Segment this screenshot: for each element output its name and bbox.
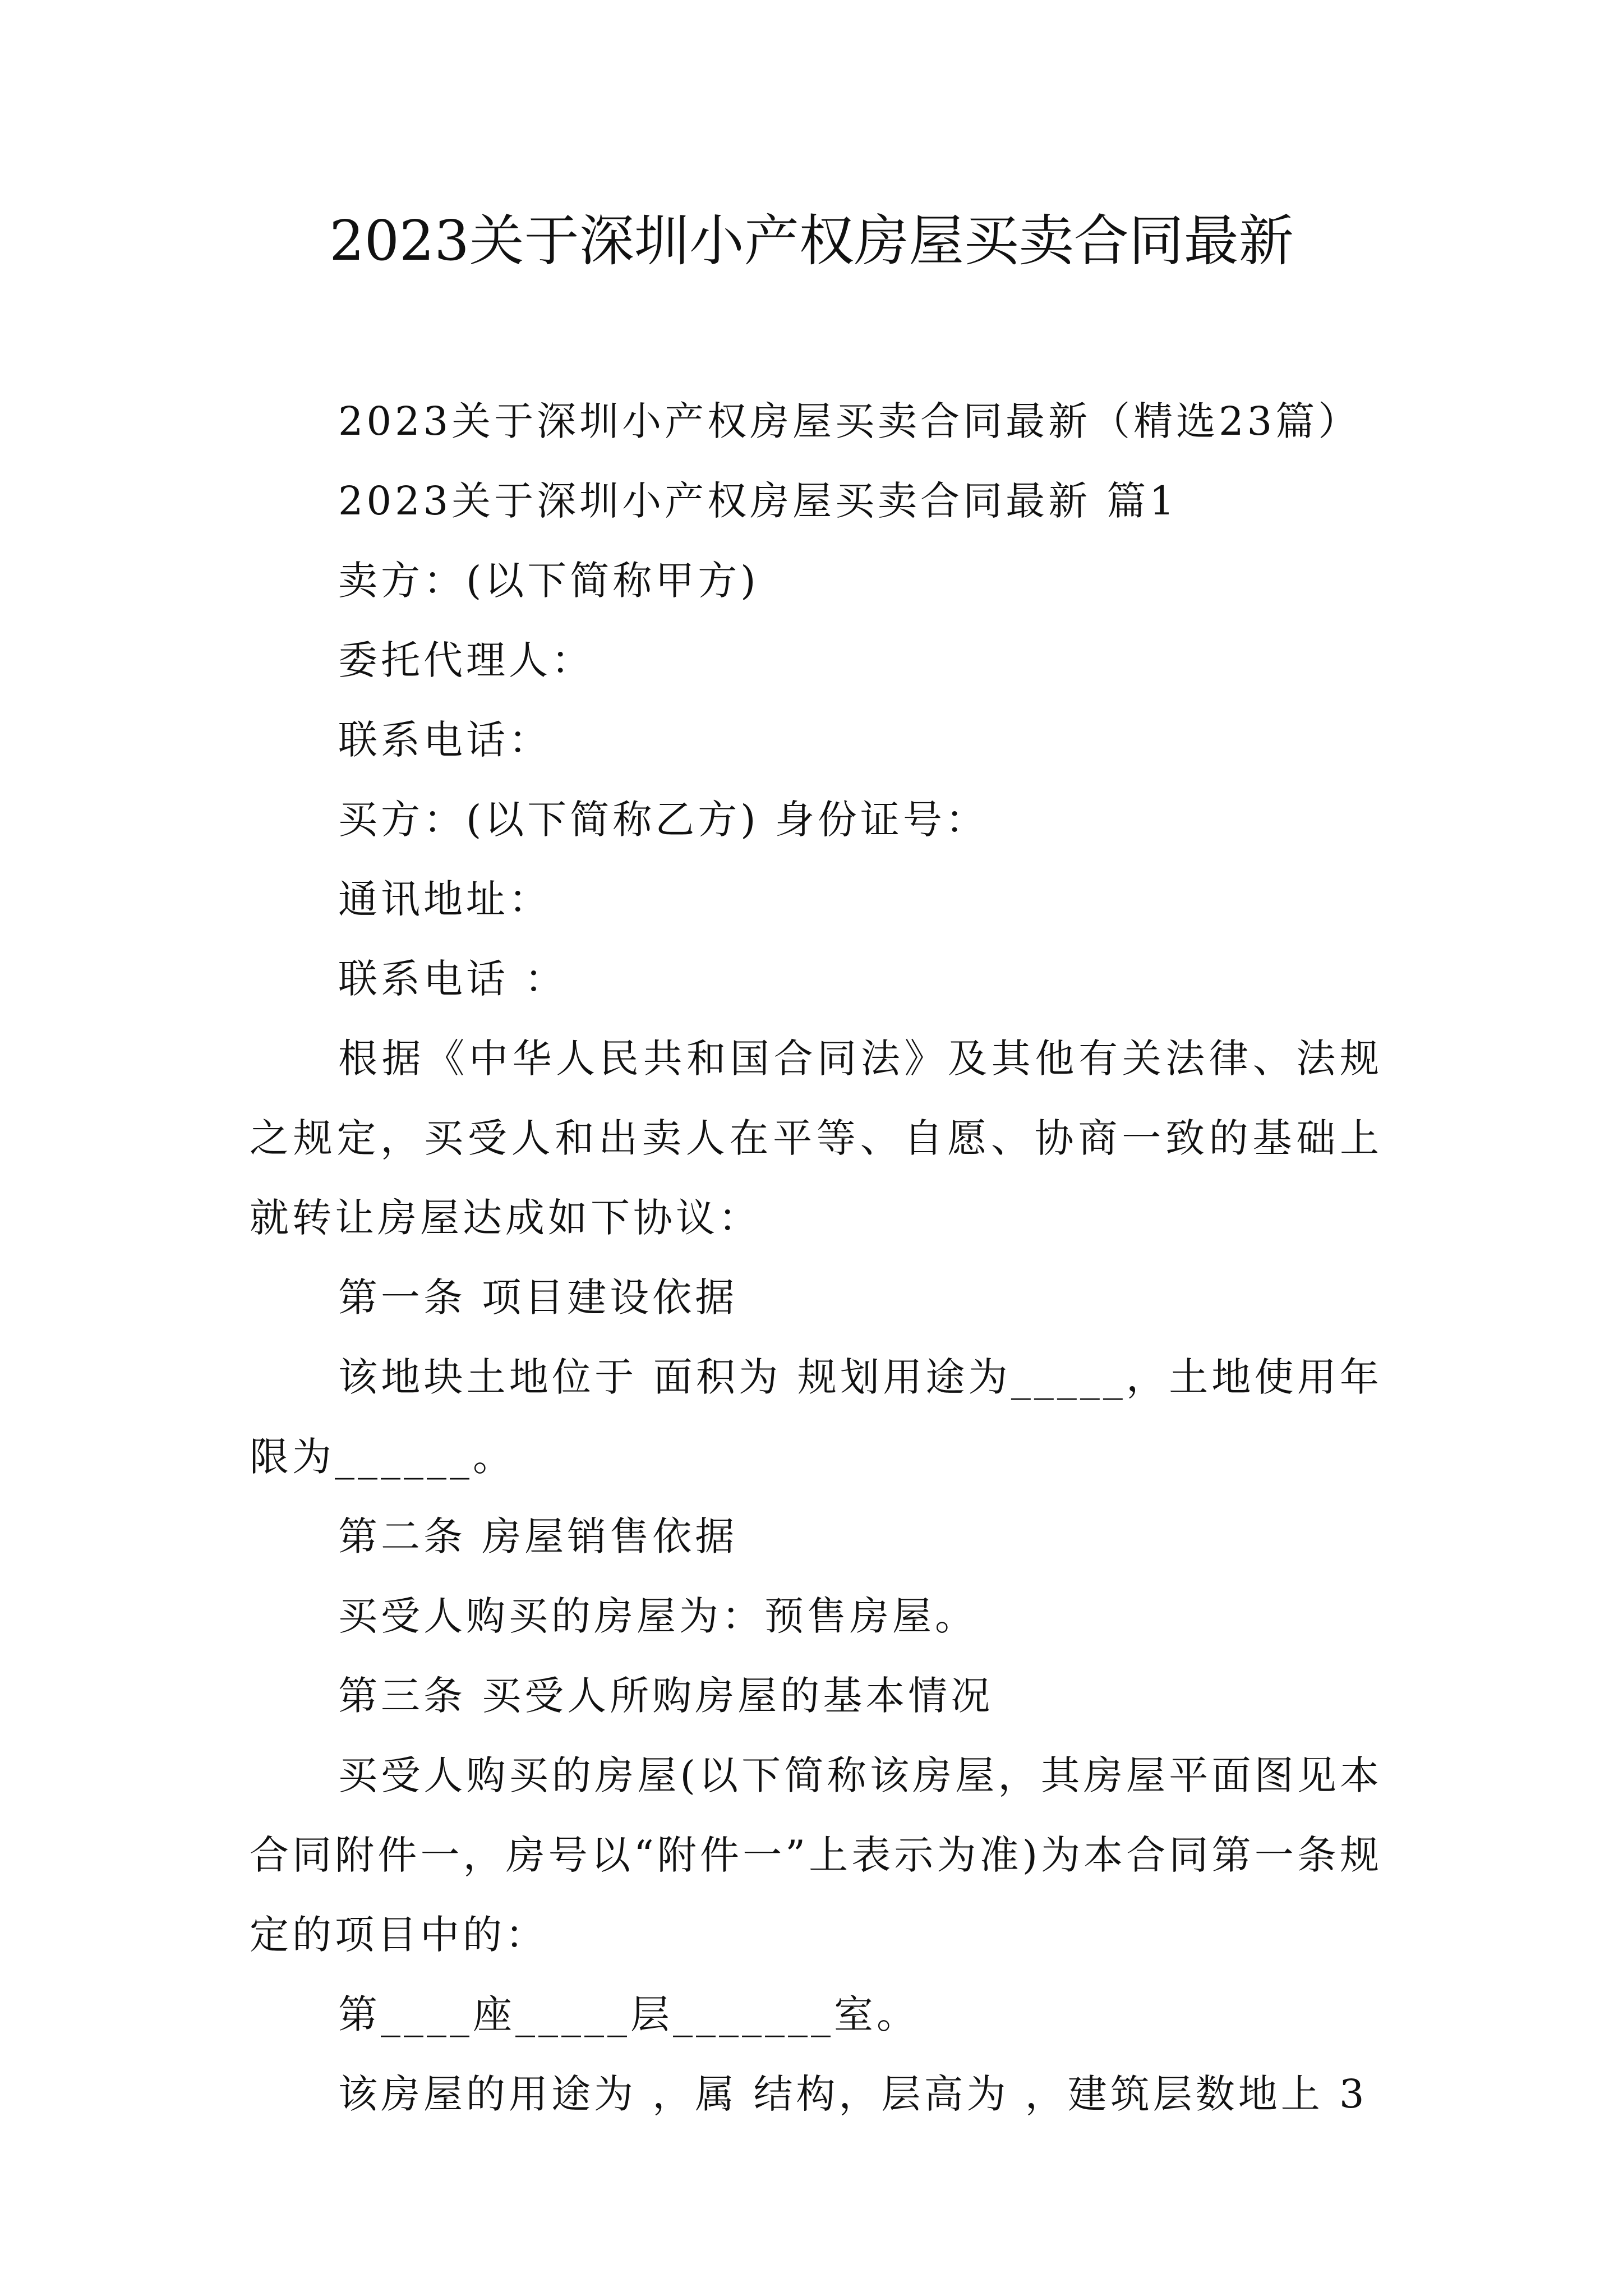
paragraph-section-heading: 2023关于深圳小产权房屋买卖合同最新 篇1	[338, 478, 1178, 524]
paragraph-subtitle: 2023关于深圳小产权房屋买卖合同最新（精选23篇）	[338, 398, 1361, 444]
paragraph-seller: 卖方：(以下简称甲方)	[338, 558, 759, 604]
document-body	[250, 381, 1382, 2134]
paragraph-article-1-body: 该地块土地位于 面积为 规划用途为_____，土地使用年限为______。	[250, 1354, 1382, 1480]
paragraph-usage: 该房屋的用途为 ，属 结构，层高为 ，建筑层数地上 3	[338, 2071, 1368, 2117]
paragraph-article-3-body: 买受人购买的房屋(以下简称该房屋，其房屋平面图见本合同附件一，房号以“附件一”上表示为准)为本合同第一条规定的项目中的：	[250, 1752, 1382, 1958]
document-title: 2023关于深圳小产权房屋买卖合同最新	[329, 209, 1294, 273]
paragraph-agent: 委托代理人：	[338, 637, 594, 683]
paragraph-buyer: 买方：(以下简称乙方) 身份证号：	[338, 797, 988, 843]
paragraph-seller-phone: 联系电话：	[338, 717, 551, 763]
paragraph-article-3-heading: 第三条 买受人所购房屋的基本情况	[338, 1673, 994, 1719]
paragraph-article-2-heading: 第二条 房屋销售依据	[338, 1513, 738, 1559]
paragraph-article-2-body: 买受人购买的房屋为：预售房屋。	[338, 1593, 978, 1639]
paragraph-address: 通讯地址：	[338, 876, 551, 922]
paragraph-preamble: 根据《中华人民共和国合同法》及其他有关法律、法规之规定，买受人和出卖人在平等、自愿、协商一致的基础上就转让房屋达成如下协议：	[250, 1036, 1382, 1241]
paragraph-buyer-phone: 联系电话 ：	[338, 956, 568, 1002]
paragraph-article-1-heading: 第一条 项目建设依据	[338, 1274, 738, 1320]
paragraph-room-number: 第____座_____层_______室。	[338, 1991, 919, 2037]
